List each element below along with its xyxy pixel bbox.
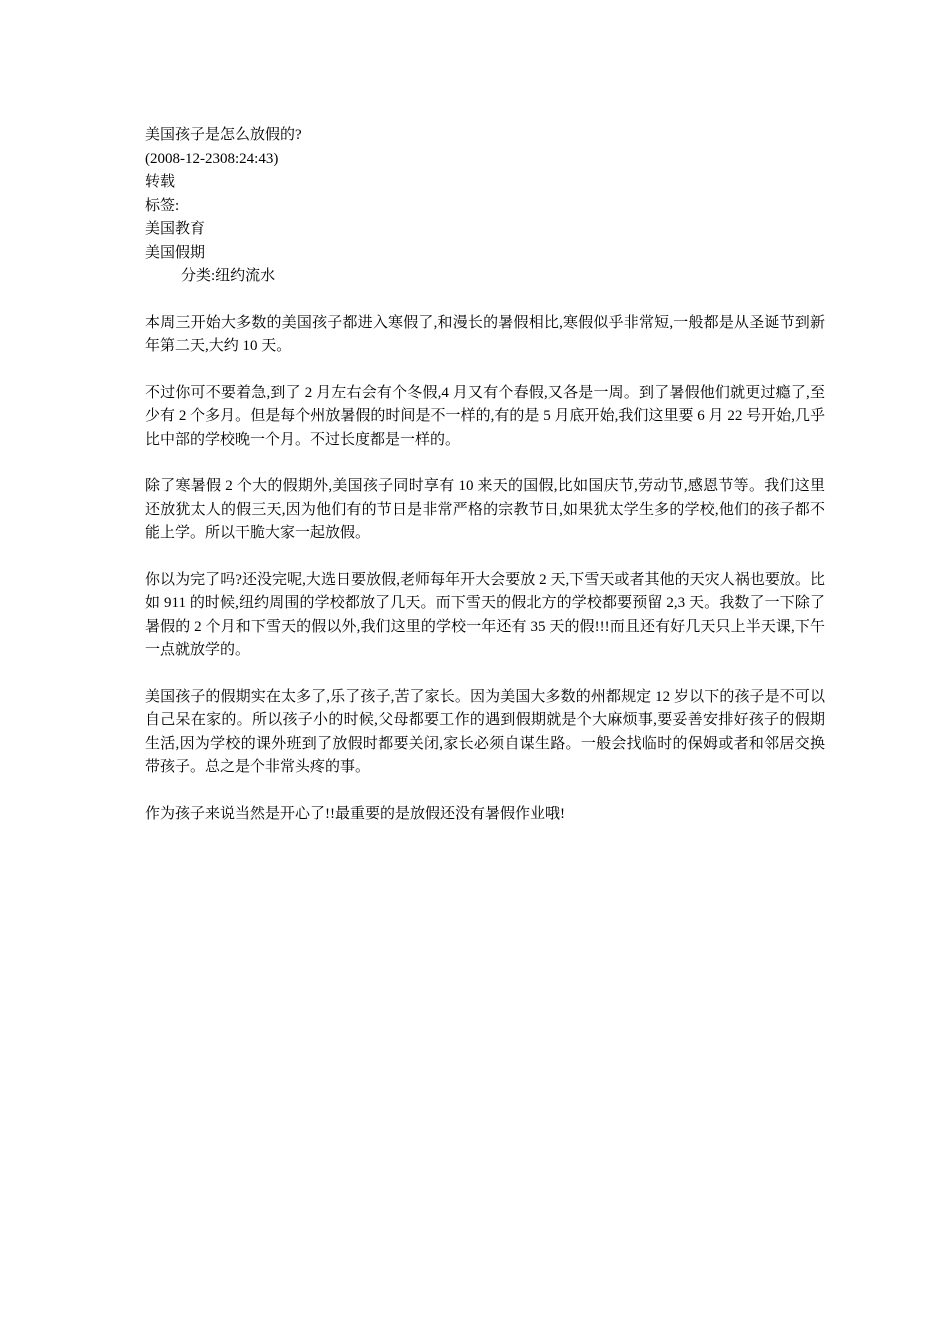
body-paragraph: 除了寒暑假 2 个大的假期外,美国孩子同时享有 10 来天的国假,比如国庆节,劳动节,感恩节等。我们这里还放犹太人的假三天,因为他们有的节日是非常严格的宗教节日,如果犹太学生多的学校,他们的孩子都不能上学。所以干脆大家一起放假。 bbox=[145, 478, 825, 541]
document-page bbox=[145, 124, 825, 826]
body-paragraph: 美国孩子的假期实在太多了,乐了孩子,苦了家长。因为美国大多数的州都规定 12 岁以下的孩子是不可以自己呆在家的。所以孩子小的时候,父母都要工作的遇到假期就是个大麻烦事,要妥善安排好孩子的假期生活,因为学校的课外班到了放假时都要关闭,家长必须自谋生路。一般会找临时的保姆或者和邻居交换带孩子。总之是个非常头疼的事。 bbox=[145, 688, 825, 775]
tag-item: 美国教育 bbox=[145, 221, 206, 237]
tag-item: 美国假期 bbox=[145, 244, 206, 261]
body-paragraph: 本周三开始大多数的美国孩子都进入寒假了,和漫长的暑假相比,寒假似乎非常短,一般都是从圣诞节到新年第二天,大约 10 天。 bbox=[145, 314, 825, 354]
article-datetime: (2008-12-2308:24:43) bbox=[145, 150, 279, 167]
repost-label: 转载 bbox=[145, 174, 176, 190]
body-paragraph: 不过你可不要着急,到了 2 月左右会有个冬假,4 月又有个春假,又各是一周。到了暑假他们就更过瘾了,至少有 2 个多月。但是每个州放暑假的时间是不一样的,有的是 5 月底开始,我们这里要 6 月 22 号开始,几乎比中部的学校晚一个月。不过长度都是一样的。 bbox=[145, 384, 825, 448]
body-paragraph: 你以为完了吗?还没完呢,大选日要放假,老师每年开大会要放 2 天,下雪天或者其他的天灾人祸也要放。比如 911 的时候,纽约周围的学校都放了几天。而下雪天的假北方的学校都要预留 2,3 天。我数了一下除了暑假的 2 个月和下雪天的假以外,我们这里的学校一年还有 35 天的假!!!而且还有好几天只上半天课,下午一点就放学的。 bbox=[145, 571, 825, 658]
article-header bbox=[145, 124, 825, 289]
article-body bbox=[145, 312, 825, 827]
article-title: 美国孩子是怎么放假的? bbox=[145, 127, 302, 143]
tags-label: 标签: bbox=[145, 197, 180, 214]
category-label: 分类:纽约流水 bbox=[181, 268, 276, 284]
body-paragraph: 作为孩子来说当然是开心了!!最重要的是放假还没有暑假作业哦! bbox=[145, 805, 565, 822]
